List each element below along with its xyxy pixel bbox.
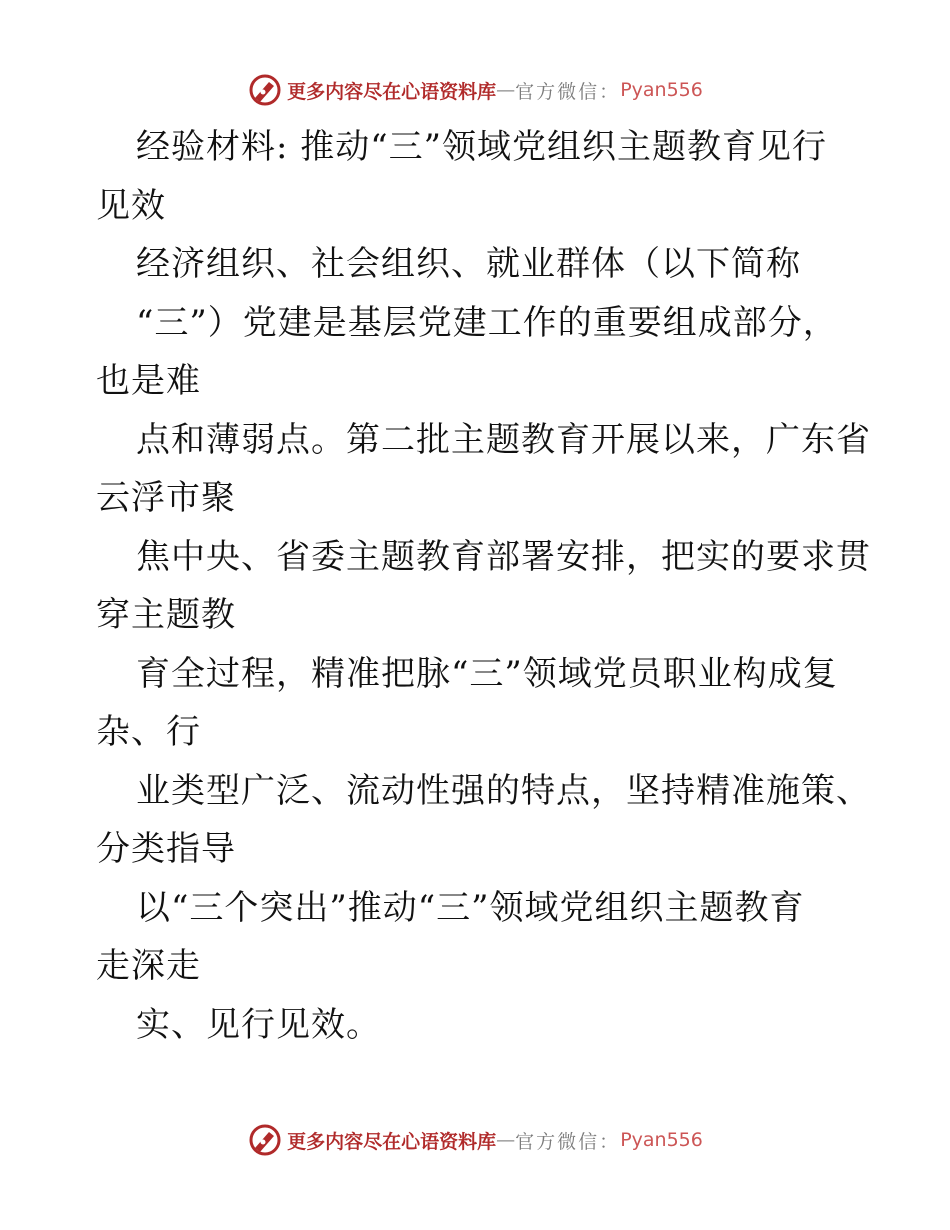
body-line: 业类型广泛、流动性强的特点，坚持精准施策、 xyxy=(136,770,871,811)
watermark-brand: 更多内容尽在心语资料库 xyxy=(287,1130,497,1153)
header-watermark xyxy=(0,70,950,110)
footer-watermark xyxy=(0,1120,950,1160)
body-line: 杂、行 xyxy=(96,712,201,752)
brand-logo-icon xyxy=(247,72,283,108)
body-line: 育全过程，精准把脉“三”领域党员职业构成复 xyxy=(136,653,838,694)
body-line: 点和薄弱点。第二批主题教育开展以来，广东省 xyxy=(136,419,871,460)
body-line: 焦中央、省委主题教育部署安排，把实的要求贯 xyxy=(136,536,871,577)
body-line: “三”）党建是基层党建工作的重要组成部分， xyxy=(136,302,838,343)
body-line: 穿主题教 xyxy=(96,595,236,635)
watermark-account-label: 官方微信： xyxy=(515,80,621,103)
watermark-brand: 更多内容尽在心语资料库 xyxy=(287,80,497,103)
watermark-account-id: Pyan556 xyxy=(620,79,703,101)
watermark-account-label: 官方微信： xyxy=(515,1130,621,1153)
body-line: 实、见行见效。 xyxy=(136,1004,381,1045)
document-body xyxy=(96,118,871,1054)
body-line: 以“三个突出”推动“三”领域党组织主题教育 xyxy=(136,887,805,928)
watermark-separator: — xyxy=(496,1129,516,1151)
watermark-account-id: Pyan556 xyxy=(620,1129,703,1151)
body-line: 经济组织、社会组织、就业群体（以下简称 xyxy=(136,244,801,284)
body-line: 走深走 xyxy=(96,946,201,986)
watermark-separator: — xyxy=(496,79,516,101)
brand-logo-icon xyxy=(247,1122,283,1158)
body-line: 分类指导 xyxy=(96,829,236,869)
body-line: 经验材料: 推动“三”领域党组织主题教育见行 xyxy=(136,127,828,167)
body-line: 云浮市聚 xyxy=(96,478,236,518)
body-line: 也是难 xyxy=(96,361,201,401)
body-line: 见效 xyxy=(96,185,166,226)
